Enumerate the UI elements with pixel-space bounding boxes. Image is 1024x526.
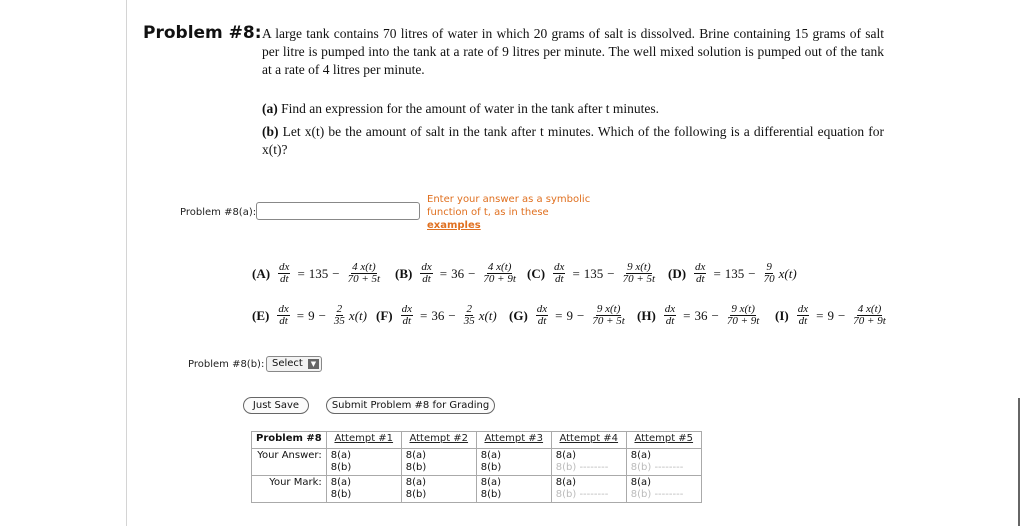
- choice-d: [668, 262, 797, 285]
- outflow-fraction-den: 70 + 9t: [483, 273, 516, 285]
- outflow-fraction: [622, 262, 656, 285]
- part-a-text: Find an expression for the amount of water in the tank after t minutes.: [281, 101, 660, 116]
- choice-b: [395, 262, 520, 285]
- derivative-fraction-den: dt: [665, 315, 675, 327]
- hint-line-2: function of t, as in these: [427, 207, 549, 218]
- outflow-fraction: [852, 304, 886, 327]
- constant-term: 36: [431, 307, 445, 323]
- attempt-2-link[interactable]: Attempt #2: [409, 433, 469, 444]
- answer-b-select[interactable]: [266, 356, 322, 372]
- select-value: Select: [272, 358, 303, 369]
- attempt-3-answer: 8(a) 8(b): [476, 449, 551, 476]
- derivative-fraction-den: dt: [279, 273, 289, 285]
- derivative-fraction: [536, 304, 548, 327]
- equals-sign: =: [297, 265, 305, 281]
- minus-sign: −: [748, 265, 756, 281]
- attempt-1-mark: 8(a) 8(b): [326, 476, 401, 503]
- chevron-down-icon: ▼: [308, 359, 319, 369]
- outflow-fraction-den: 35: [463, 315, 475, 327]
- hint-line-1: Enter your answer as a symbolic: [427, 194, 591, 205]
- attempt-2-mark: 8(a) 8(b): [401, 476, 476, 503]
- salt-term: x(t): [348, 307, 367, 323]
- outflow-fraction: [333, 304, 346, 327]
- outflow-fraction-num: 4 x(t): [352, 261, 376, 273]
- minus-sign: −: [448, 307, 456, 323]
- constant-term: 9: [308, 307, 315, 323]
- choice-c: [527, 262, 659, 285]
- part-b-label: (b): [262, 124, 279, 139]
- part-a-label: (a): [262, 101, 278, 116]
- minus-sign: −: [318, 307, 326, 323]
- attempt-4-answer: 8(a) 8(b) --------: [551, 449, 626, 476]
- attempt-5-mark: 8(a) 8(b) --------: [626, 476, 701, 503]
- minus-sign: −: [468, 265, 476, 281]
- part-a-question: [262, 100, 659, 118]
- derivative-fraction: [420, 262, 432, 285]
- attempt-5-answer: 8(a) 8(b) --------: [626, 449, 701, 476]
- equals-sign: =: [420, 307, 428, 323]
- derivative-fraction-den: dt: [554, 273, 564, 285]
- choice-a: [252, 262, 384, 285]
- attempt-3-mark: 8(a) 8(b): [476, 476, 551, 503]
- scrollbar[interactable]: [1018, 398, 1020, 526]
- your-mark-label: Your Mark:: [252, 476, 327, 503]
- attempt-1-link[interactable]: Attempt #1: [334, 433, 394, 444]
- constant-term: 36: [694, 307, 708, 323]
- derivative-fraction: [694, 262, 706, 285]
- choice-letter: (B): [395, 265, 413, 281]
- part-b-question: [262, 123, 884, 159]
- equals-sign: =: [713, 265, 721, 281]
- derivative-fraction-den: dt: [402, 315, 412, 327]
- derivative-fraction-den: dt: [798, 315, 808, 327]
- derivative-fraction-num: dx: [401, 303, 412, 315]
- choice-f: [376, 304, 497, 327]
- outflow-fraction-num: 9 x(t): [627, 261, 651, 273]
- choice-letter: (F): [376, 307, 393, 323]
- content-border: [126, 0, 127, 526]
- choice-letter: (I): [775, 307, 789, 323]
- derivative-fraction-den: dt: [279, 315, 288, 327]
- minus-sign: −: [332, 265, 340, 281]
- answer-a-input[interactable]: [256, 202, 420, 220]
- outflow-fraction-num: 9: [766, 261, 772, 273]
- choice-letter: (D): [668, 265, 687, 281]
- minus-sign: −: [837, 307, 846, 323]
- equals-sign: =: [296, 307, 305, 323]
- attempt-5-link[interactable]: Attempt #5: [634, 433, 694, 444]
- attempt-2-answer: 8(a) 8(b): [401, 449, 476, 476]
- choice-h: [637, 304, 763, 327]
- derivative-fraction-num: dx: [695, 261, 706, 273]
- constant-term: 135: [583, 265, 604, 281]
- choice-e: [252, 304, 367, 327]
- outflow-fraction: [482, 262, 516, 285]
- answer-hint: [427, 193, 590, 232]
- answer-a-label: Problem #8(a):: [180, 207, 257, 218]
- outflow-fraction-den: 35: [333, 315, 345, 327]
- outflow-fraction-den: 70 + 5t: [622, 273, 656, 285]
- equals-sign: =: [555, 307, 563, 323]
- examples-link[interactable]: examples: [427, 220, 481, 231]
- outflow-fraction-den: 70 + 5t: [347, 273, 381, 285]
- equals-sign: =: [683, 307, 691, 323]
- just-save-button[interactable]: Just Save: [243, 397, 309, 414]
- your-mark-row: [252, 476, 702, 503]
- choice-letter: (A): [252, 265, 271, 281]
- part-b-text: Let x(t) be the amount of salt in the tank after t minutes. Which of the following is a differential equation for x(t)?: [262, 124, 884, 157]
- derivative-fraction: [401, 304, 413, 327]
- derivative-fraction-num: dx: [278, 303, 289, 315]
- outflow-fraction-num: 9 x(t): [596, 303, 621, 315]
- derivative-fraction-num: dx: [797, 303, 809, 315]
- constant-term: 9: [566, 307, 574, 323]
- outflow-fraction-num: 2: [336, 303, 343, 315]
- derivative-fraction-num: dx: [279, 261, 290, 273]
- outflow-fraction-den: 70 + 9t: [853, 315, 886, 327]
- salt-term: x(t): [778, 265, 797, 281]
- constant-term: 36: [451, 265, 465, 281]
- attempt-4-mark: 8(a) 8(b) --------: [551, 476, 626, 503]
- outflow-fraction: [726, 304, 760, 327]
- derivative-fraction: [278, 262, 290, 285]
- problem-title: Problem #8:: [143, 23, 262, 43]
- choice-letter: (E): [252, 307, 270, 323]
- answer-b-label: Problem #8(b):: [188, 359, 265, 370]
- derivative-fraction: [553, 262, 565, 285]
- choice-letter: (H): [637, 307, 656, 323]
- your-answer-row: [252, 449, 702, 476]
- equals-sign: =: [572, 265, 580, 281]
- attempt-3-link[interactable]: Attempt #3: [484, 433, 544, 444]
- outflow-fraction: [591, 304, 625, 327]
- derivative-fraction: [797, 304, 809, 327]
- attempts-table: [251, 431, 702, 503]
- outflow-fraction: [347, 262, 381, 285]
- attempts-header: Problem #8: [252, 432, 327, 449]
- derivative-fraction-num: dx: [554, 261, 565, 273]
- outflow-fraction-num: 9 x(t): [731, 303, 755, 315]
- constant-term: 9: [827, 307, 834, 323]
- minus-sign: −: [607, 265, 615, 281]
- derivative-fraction-den: dt: [422, 273, 431, 285]
- submit-button[interactable]: Submit Problem #8 for Grading: [326, 397, 495, 414]
- derivative-fraction-num: dx: [421, 261, 432, 273]
- choice-i: [775, 304, 890, 327]
- outflow-fraction: [763, 262, 776, 285]
- attempt-4-link[interactable]: Attempt #4: [559, 433, 619, 444]
- derivative-fraction-num: dx: [536, 303, 548, 315]
- equals-sign: =: [439, 265, 448, 281]
- choice-g: [509, 304, 629, 327]
- derivative-fraction-num: dx: [664, 303, 676, 315]
- minus-sign: −: [577, 307, 585, 323]
- outflow-fraction-num: 4 x(t): [857, 303, 882, 315]
- attempt-1-answer: 8(a) 8(b): [326, 449, 401, 476]
- outflow-fraction-den: 70: [763, 273, 775, 285]
- derivative-fraction: [664, 304, 676, 327]
- choice-letter: (C): [527, 265, 546, 281]
- minus-sign: −: [711, 307, 719, 323]
- derivative-fraction-den: dt: [695, 273, 705, 285]
- problem-statement: A large tank contains 70 litres of water in which 20 grams of salt is dissolved. Brine containing 15 grams of salt per litre is pumped into the tank at a rate of 9 litres per minute. The well mixed solution is pumped out of the tank at a rate of 4 litres per minute.: [262, 26, 884, 77]
- outflow-fraction-den: 70 + 5t: [592, 315, 625, 327]
- salt-term: x(t): [478, 307, 497, 323]
- outflow-fraction-num: 4 x(t): [487, 261, 512, 273]
- derivative-fraction: [277, 304, 289, 327]
- constant-term: 135: [308, 265, 329, 281]
- outflow-fraction-den: 70 + 9t: [726, 315, 760, 327]
- constant-term: 135: [724, 265, 745, 281]
- your-answer-label: Your Answer:: [252, 449, 327, 476]
- outflow-fraction-num: 2: [466, 303, 472, 315]
- choice-letter: (G): [509, 307, 528, 323]
- equals-sign: =: [816, 307, 824, 323]
- outflow-fraction: [463, 304, 476, 327]
- derivative-fraction-den: dt: [537, 315, 547, 327]
